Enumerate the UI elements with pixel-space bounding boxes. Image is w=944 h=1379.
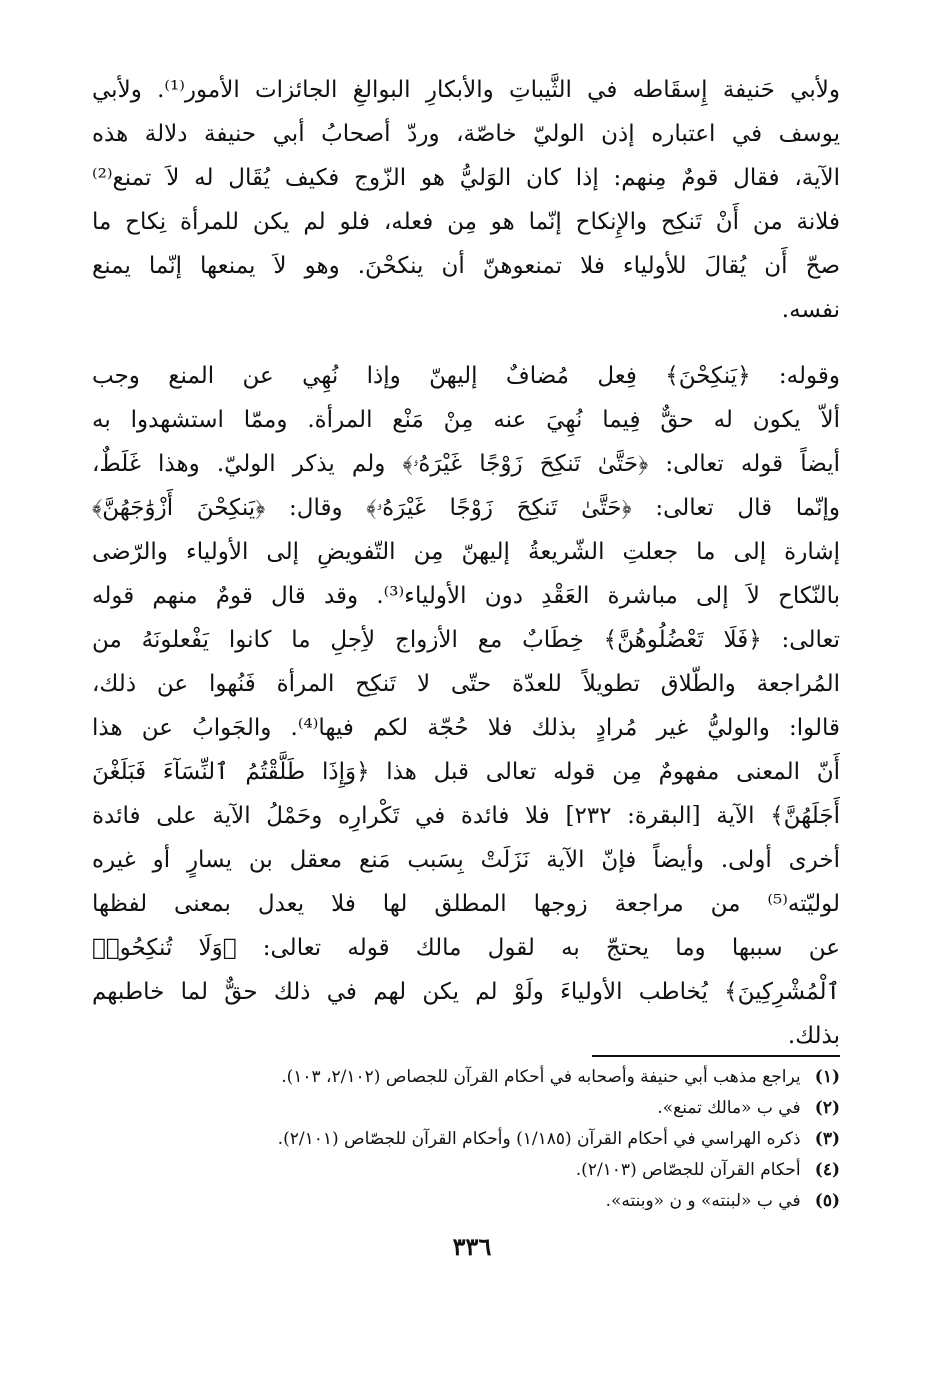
text-line: يوسف في اعتباره إذن الوليّ خاصّة، وردّ أصحابُ أبي حنيفة دلالة هذه <box>92 121 840 147</box>
text-line: أَجَلَهُنَّ﴾ الآية [البقرة: ٢٣٢] فلا فائدة في تَكْرارِه وحَمْلُ الآية على فائدة <box>92 803 840 829</box>
footnote-text: أحكام القرآن للجصّاص (٢/١٠٣). <box>575 1160 801 1180</box>
text-line: تعالى: ﴿فَلَا تَعْضُلُوهُنَّ﴾ خِطَابٌ مع الأزواج لأِجلِ ما كانوا يَفْعلونَهُ من <box>92 627 840 653</box>
footnote-text: يراجع مذهب أبي حنيفة وأصحابه في أحكام القرآن للجصاص (٢/١٠٢، ١٠٣). <box>281 1067 801 1087</box>
footnote-5 <box>92 1186 840 1217</box>
main-text <box>92 68 840 1058</box>
text-line: المُراجعة والطّلاق تطويلاً للعدّة حتّى لا تَنكِح المرأة فَنُهوا عن ذلك، <box>92 671 840 697</box>
text-line: ألاّ يكون له حقٌّ فِيما نُهِيَ عنه مِنْ مَنْع المرأة. وممّا استشهدوا به <box>92 407 840 433</box>
text-line: قالوا: والوليُّ غير مُرادٍ بذلك فلا حُجّة لكم فيها⁽⁴⁾. والجَوابُ عن هذا <box>92 715 840 741</box>
text-line: إشارة إلى ما جعلتِ الشّريعةُ إليهنّ مِن التّفويضِ إلى الأولياء والرّضى <box>92 539 840 565</box>
text-line: أَنّ المعنى مفهومٌ مِن قوله تعالى قبل هذا ﴿وَإِذَا طَلَّقْتُمُ ٱلنِّسَآءَ فَبَلَغْنَ <box>92 759 840 785</box>
paragraph-2 <box>92 354 840 1058</box>
footnote-1 <box>92 1062 840 1093</box>
paragraph-gap <box>92 332 840 354</box>
footnote-2 <box>92 1093 840 1124</box>
text-line: فلانة من أَنْ تَنكِح والإِنكاح إنّما هو مِن فعله، فلو لم يكن للمرأة نِكاح ما <box>92 209 840 235</box>
footnote-number: (٢) <box>814 1098 840 1118</box>
footnote-number: (١) <box>814 1067 840 1087</box>
footnote-number: (٣) <box>814 1129 840 1149</box>
footnotes <box>92 1062 840 1217</box>
footnote-text: ذكره الهراسي في أحكام القرآن (١/١٨٥) وأحكام القرآن للجصّاص (٢/١٠١). <box>277 1129 801 1149</box>
footnote-text: في ب «لبنته» و ن «وبنته». <box>605 1191 801 1211</box>
footnote-number: (٤) <box>814 1160 840 1180</box>
footnote-text: في ب «مالك تمنع». <box>657 1098 801 1118</box>
text-line: ٱلْمُشْرِكِينَ﴾ يُخاطب الأولياءَ ولَوْ لم يكن لهم في ذلك حقٌّ لما خاطبهم <box>92 979 840 1005</box>
text-line: ولأبي حَنيفة إِسقَاطه في الثَّيباتِ والأبكارِ البوالغِ الجائزات الأمور⁽¹⁾. ولأبي <box>92 77 840 103</box>
text-line: وإنّما قال تعالى: ﴿حَتَّىٰ تَنكِحَ زَوْجًا غَيْرَهُۥ﴾ وقال: ﴿يَنكِحْنَ أَزْوَٰجَهُنَّ﴾ <box>92 495 840 521</box>
text-line: أخرى أولى. وأيضاً فإنّ الآية نَزَلَتْ بِسَبب مَنع معقل بن يسارٍ أو غيره <box>92 847 840 873</box>
text-line: عن سببها وما يحتجّ به لقول مالك قوله تعالى: ﴿وَلَا تُنكِحُوا۟ <box>92 935 840 961</box>
text-line: وقوله: ﴿يَنكِحْنَ﴾ فِعل مُضافٌ إليهنّ وإذا نُهِي عن المنع وجب <box>92 363 840 389</box>
footnote-4 <box>92 1155 840 1186</box>
text-line: أيضاً قوله تعالى: ﴿حَتَّىٰ تَنكِحَ زَوْجًا غَيْرَهُۥ﴾ ولم يذكر الوليّ. وهذا غَلَطٌ، <box>92 451 840 477</box>
footnote-3 <box>92 1124 840 1155</box>
footnote-divider <box>592 1055 840 1057</box>
text-line: نفسه. <box>781 297 840 323</box>
text-line: بالنّكاح لاَ إلى مباشرة العَقْدِ دون الأولياء⁽³⁾. وقد قال قومٌ منهم قوله <box>92 583 840 609</box>
text-line: الآية، فقال قومٌ مِنهم: إذا كان الوَليُّ هو الزّوج فكيف يُقَال له لاَ تمنع⁽²⁾ <box>92 165 840 191</box>
text-line: صحّ أَن يُقالَ للأولياء فلا تمنعوهنّ أن ينكحْنَ. وهو لاَ يمنعها إنّما يمنع <box>92 253 840 279</box>
text-line: بذلك. <box>787 1023 840 1049</box>
footnote-number: (٥) <box>814 1191 840 1211</box>
text-line: لوليّته⁽⁵⁾ من مراجعة زوجها المطلق لها فلا يعدل بمعنى لفظها <box>92 891 840 917</box>
paragraph-1 <box>92 68 840 332</box>
page-number: ٣٣٦ <box>452 1232 492 1261</box>
